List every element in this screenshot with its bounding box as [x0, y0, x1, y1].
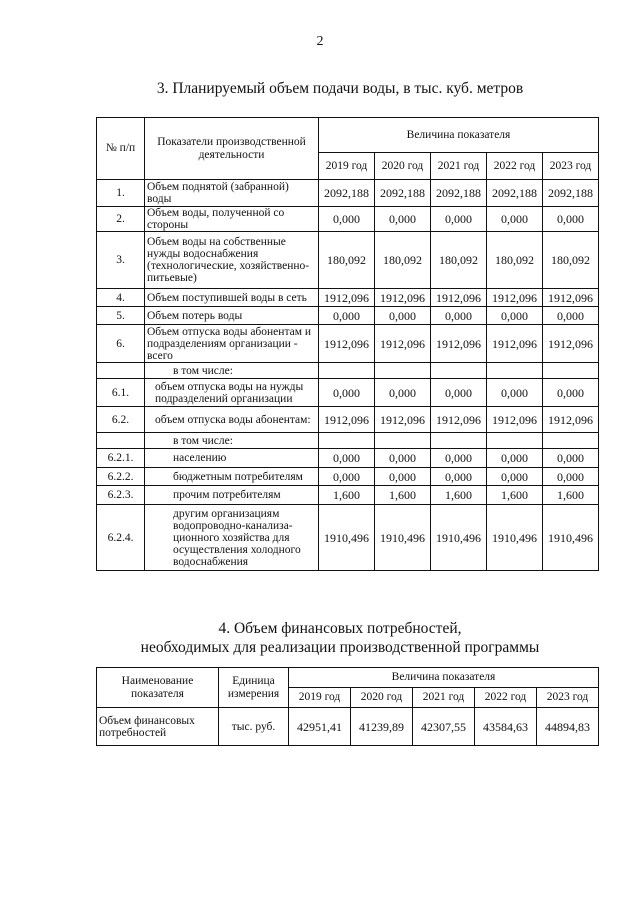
header-year: 2021 год [431, 153, 487, 180]
header-value: Величина показателя [289, 668, 599, 688]
row-number: 6.2.3. [97, 486, 145, 505]
table-row [97, 468, 599, 486]
row-label: в том числе: [145, 433, 319, 449]
row-value [375, 363, 431, 379]
row-value: 0,000 [431, 207, 487, 232]
header-unit: Единица измерения [219, 668, 289, 708]
header-year: 2020 год [375, 153, 431, 180]
row-value: 0,000 [319, 307, 375, 325]
row-label: Объем потерь воды [145, 307, 319, 325]
row-value [319, 363, 375, 379]
header-year: 2022 год [487, 153, 543, 180]
header-year: 2019 год [319, 153, 375, 180]
table-row [97, 379, 599, 407]
row-label: Объем отпуска воды абонентам и подразделениям организации - всего [145, 325, 319, 363]
row-value [431, 363, 487, 379]
row-value: 1910,496 [431, 505, 487, 571]
row-value: 0,000 [431, 307, 487, 325]
row-value: 43584,63 [475, 708, 537, 746]
row-label: Объем поднятой (забранной) воды [145, 180, 319, 207]
table-row [97, 180, 599, 207]
row-value: 0,000 [487, 468, 543, 486]
row-number: 2. [97, 207, 145, 232]
header-year: 2019 год [289, 688, 351, 708]
financial-needs-table [96, 667, 599, 746]
row-number: 6.2.2. [97, 468, 145, 486]
page-number: 2 [316, 34, 324, 49]
row-label: прочим потребителям [145, 486, 319, 505]
row-label: Объем воды, полученной со стороны [145, 207, 319, 232]
row-value [431, 433, 487, 449]
row-value: 41239,89 [351, 708, 413, 746]
row-label: бюджетным потребителям [145, 468, 319, 486]
table-row [97, 289, 599, 307]
row-value: 1910,496 [375, 505, 431, 571]
row-value: 44894,83 [537, 708, 599, 746]
row-value: 1912,096 [487, 325, 543, 363]
row-label: в том числе: [145, 363, 319, 379]
row-value: 0,000 [375, 207, 431, 232]
row-value: 0,000 [319, 468, 375, 486]
row-value: 1912,096 [375, 325, 431, 363]
row-value: 1912,096 [319, 407, 375, 433]
row-value [543, 433, 599, 449]
row-label: Объем поступившей воды в сеть [145, 289, 319, 307]
row-value: 0,000 [375, 468, 431, 486]
table-row [97, 363, 599, 379]
row-value [543, 363, 599, 379]
row-value: 2092,188 [487, 180, 543, 207]
row-value: 1,600 [375, 486, 431, 505]
row-unit: тыс. руб. [219, 708, 289, 746]
row-number: 6.2.4. [97, 505, 145, 571]
table-row [97, 207, 599, 232]
row-label: Объем финансовых потребностей [97, 708, 219, 746]
table-row [97, 433, 599, 449]
header-year: 2021 год [413, 688, 475, 708]
row-value: 2092,188 [543, 180, 599, 207]
header-year: 2023 год [537, 688, 599, 708]
row-number [97, 363, 145, 379]
row-number: 1. [97, 180, 145, 207]
row-number: 6.1. [97, 379, 145, 407]
table-row [97, 407, 599, 433]
row-value: 1910,496 [543, 505, 599, 571]
header-year: 2022 год [475, 688, 537, 708]
row-value: 0,000 [375, 307, 431, 325]
section-4-title-line1: 4. Объем финансовых потребностей, [218, 620, 462, 637]
row-value: 1912,096 [375, 289, 431, 307]
table-row [97, 325, 599, 363]
row-number [97, 433, 145, 449]
row-value: 1,600 [431, 486, 487, 505]
row-value: 0,000 [319, 207, 375, 232]
row-value: 1910,496 [319, 505, 375, 571]
section-4-title-line2: необходимых для реализации производственной программы [140, 639, 540, 656]
row-value: 0,000 [487, 207, 543, 232]
row-number: 6.2.1. [97, 449, 145, 468]
header-year: 2023 год [543, 153, 599, 180]
water-supply-table [96, 117, 599, 571]
row-value: 42951,41 [289, 708, 351, 746]
row-value: 1912,096 [431, 325, 487, 363]
header-value: Величина показателя [319, 118, 599, 153]
row-label: другим организациям водопроводно-канализа-ционного хозяйства для осуществления холодного водоснабжения [145, 505, 319, 571]
row-number: 6. [97, 325, 145, 363]
row-value: 180,092 [487, 232, 543, 289]
table-row [97, 505, 599, 571]
row-value: 1912,096 [543, 289, 599, 307]
row-number: 3. [97, 232, 145, 289]
row-value: 0,000 [487, 307, 543, 325]
header-name: Наименование показателя [97, 668, 219, 708]
row-value: 0,000 [431, 468, 487, 486]
row-value [375, 433, 431, 449]
row-value: 0,000 [543, 307, 599, 325]
row-value: 0,000 [319, 449, 375, 468]
row-label: объем отпуска воды абонентам: [145, 407, 319, 433]
row-value: 1,600 [319, 486, 375, 505]
row-value [319, 433, 375, 449]
row-value: 1912,096 [431, 407, 487, 433]
header-year: 2020 год [351, 688, 413, 708]
row-value: 1910,496 [487, 505, 543, 571]
row-value: 0,000 [543, 468, 599, 486]
row-value: 0,000 [375, 449, 431, 468]
row-value: 1912,096 [487, 407, 543, 433]
row-value: 0,000 [431, 379, 487, 407]
row-value: 1912,096 [319, 325, 375, 363]
section-4-title [0, 619, 640, 657]
row-value: 0,000 [543, 449, 599, 468]
row-value: 1912,096 [487, 289, 543, 307]
row-value: 180,092 [431, 232, 487, 289]
row-value: 1912,096 [543, 407, 599, 433]
row-value: 1912,096 [375, 407, 431, 433]
row-value: 0,000 [431, 449, 487, 468]
row-value: 1912,096 [319, 289, 375, 307]
header-num: № п/п [97, 118, 145, 180]
row-value: 0,000 [319, 379, 375, 407]
row-value: 180,092 [543, 232, 599, 289]
row-value: 42307,55 [413, 708, 475, 746]
row-value: 0,000 [375, 379, 431, 407]
table-row [97, 307, 599, 325]
row-label: Объем воды на собственные нужды водоснабжения (технологические, хозяйственно-питьевые) [145, 232, 319, 289]
row-value: 1,600 [543, 486, 599, 505]
row-value [487, 433, 543, 449]
row-value: 180,092 [375, 232, 431, 289]
table-row [97, 708, 599, 746]
section-3-title: 3. Планируемый объем подачи воды, в тыс. куб. метров [156, 80, 524, 97]
row-value: 180,092 [319, 232, 375, 289]
row-label: объем отпуска воды на нужды подразделений организации [145, 379, 319, 407]
row-value: 1912,096 [543, 325, 599, 363]
row-number: 4. [97, 289, 145, 307]
table-row [97, 232, 599, 289]
row-value [487, 363, 543, 379]
row-value: 0,000 [487, 449, 543, 468]
row-label: населению [145, 449, 319, 468]
row-value: 0,000 [543, 379, 599, 407]
row-value: 1,600 [487, 486, 543, 505]
table-row [97, 486, 599, 505]
header-indicators: Показатели производственной деятельности [145, 118, 319, 180]
row-value: 0,000 [487, 379, 543, 407]
row-value: 0,000 [543, 207, 599, 232]
row-value: 2092,188 [375, 180, 431, 207]
row-value: 2092,188 [431, 180, 487, 207]
row-value: 2092,188 [319, 180, 375, 207]
table-row [97, 449, 599, 468]
row-value: 1912,096 [431, 289, 487, 307]
row-number: 6.2. [97, 407, 145, 433]
row-number: 5. [97, 307, 145, 325]
